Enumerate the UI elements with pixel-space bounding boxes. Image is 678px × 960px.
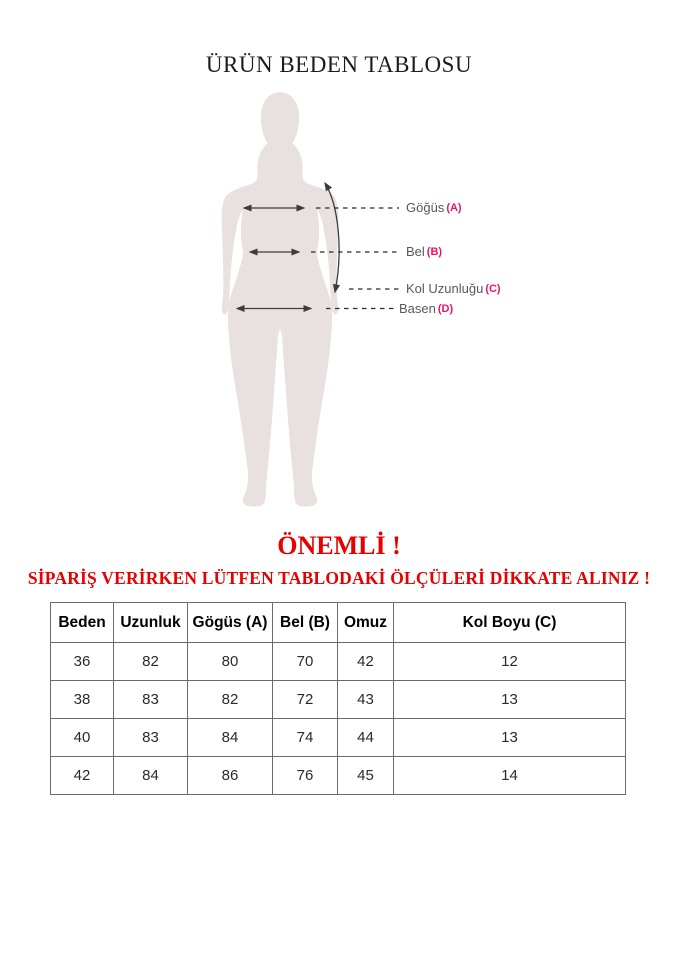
- measurement-letter-b: (B): [426, 246, 443, 258]
- table-cell: 44: [338, 719, 394, 757]
- table-cell: 84: [188, 719, 273, 757]
- table-cell: 12: [394, 643, 626, 681]
- measurement-label-kol-uzunlugu: [406, 281, 501, 298]
- col-header-omuz: Omuz: [338, 603, 394, 643]
- table-cell: 45: [338, 757, 394, 795]
- table-cell: 82: [188, 681, 273, 719]
- table-cell: 40: [51, 719, 114, 757]
- important-heading: ÖNEMLİ !: [277, 531, 401, 560]
- measurement-label-basen: [399, 301, 453, 318]
- table-cell: 82: [114, 643, 188, 681]
- table-row: [51, 757, 626, 795]
- table-cell: 43: [338, 681, 394, 719]
- table-cell: 42: [51, 757, 114, 795]
- table-row: [51, 719, 626, 757]
- measurement-label-text: Bel: [406, 244, 425, 259]
- page-title: ÜRÜN BEDEN TABLOSU: [205, 52, 473, 77]
- col-header-beden: Beden: [51, 603, 114, 643]
- table-cell: 83: [114, 719, 188, 757]
- order-warning-text: SİPARİŞ VERİRKEN LÜTFEN TABLODAKİ ÖLÇÜLERİ DİKKATE ALINIZ !: [27, 568, 651, 588]
- table-cell: 42: [338, 643, 394, 681]
- measurement-label-text: Göğüs: [406, 200, 445, 215]
- body-measurement-diagram: [0, 85, 678, 515]
- measurement-letter-c: (C): [485, 283, 501, 295]
- table-cell: 38: [51, 681, 114, 719]
- table-cell: 76: [273, 757, 338, 795]
- size-table: [50, 602, 626, 795]
- measurement-letter-a: (A): [446, 202, 462, 214]
- table-cell: 86: [188, 757, 273, 795]
- measurement-letter-d: (D): [437, 303, 454, 315]
- col-header-kol-boyu: Kol Boyu (C): [394, 603, 626, 643]
- table-row: [51, 643, 626, 681]
- col-header-bel: Bel (B): [273, 603, 338, 643]
- col-header-uzunluk: Uzunluk: [114, 603, 188, 643]
- table-cell: 83: [114, 681, 188, 719]
- measurement-label-text: Basen: [399, 301, 436, 316]
- table-cell: 13: [394, 681, 626, 719]
- table-header-row: [51, 603, 626, 643]
- measurement-label-text: Kol Uzunluğu: [406, 281, 484, 296]
- table-cell: 14: [394, 757, 626, 795]
- table-cell: 72: [273, 681, 338, 719]
- table-cell: 13: [394, 719, 626, 757]
- table-cell: 70: [273, 643, 338, 681]
- female-body-silhouette-graphic: [222, 92, 339, 507]
- table-cell: 84: [114, 757, 188, 795]
- table-cell: 74: [273, 719, 338, 757]
- col-header-gogus: Gögüs (A): [188, 603, 273, 643]
- table-row: [51, 681, 626, 719]
- table-cell: 80: [188, 643, 273, 681]
- measurement-label-bel: [406, 244, 442, 261]
- measurement-label-gogus: [406, 200, 462, 217]
- table-cell: 36: [51, 643, 114, 681]
